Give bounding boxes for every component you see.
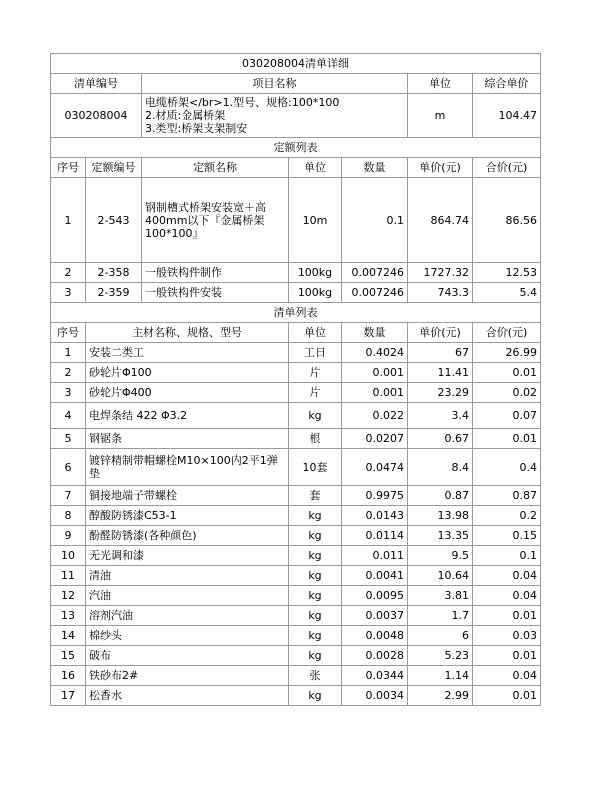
- material-no: 16: [51, 666, 86, 686]
- material-total: 0.2: [473, 506, 541, 526]
- quota-header-qty: 数量: [342, 158, 408, 178]
- material-header-row: [51, 323, 541, 343]
- material-qty: 0.022: [342, 403, 408, 429]
- material-price: 5.23: [408, 646, 473, 666]
- material-unit: 10套: [289, 449, 342, 486]
- material-qty: 0.0207: [342, 429, 408, 449]
- material-row: [51, 449, 541, 486]
- material-name: 铁砂布2#: [86, 666, 289, 686]
- material-total: 26.99: [473, 343, 541, 363]
- material-no: 17: [51, 686, 86, 706]
- material-unit: kg: [289, 566, 342, 586]
- material-unit: 张: [289, 666, 342, 686]
- material-header-total: 合价(元): [473, 323, 541, 343]
- material-unit: 片: [289, 383, 342, 403]
- material-no: 11: [51, 566, 86, 586]
- material-price: 3.4: [408, 403, 473, 429]
- material-unit: kg: [289, 686, 342, 706]
- material-unit: kg: [289, 546, 342, 566]
- material-qty: 0.011: [342, 546, 408, 566]
- material-total: 0.04: [473, 586, 541, 606]
- material-price: 23.29: [408, 383, 473, 403]
- material-no: 7: [51, 486, 86, 506]
- material-name: 破布: [86, 646, 289, 666]
- quota-header-row: [51, 158, 541, 178]
- material-qty: 0.0095: [342, 586, 408, 606]
- material-qty: 0.0114: [342, 526, 408, 546]
- material-no: 4: [51, 403, 86, 429]
- material-name: 溶剂汽油: [86, 606, 289, 626]
- quota-name: 一般铁构件安装: [142, 283, 289, 303]
- header-unit: 单位: [408, 74, 473, 94]
- material-total: 0.01: [473, 429, 541, 449]
- material-qty: 0.0143: [342, 506, 408, 526]
- material-no: 1: [51, 343, 86, 363]
- quota-total: 12.53: [473, 263, 541, 283]
- material-unit: 片: [289, 363, 342, 383]
- bill-code: 030208004: [51, 94, 142, 138]
- quota-name: 一般铁构件制作: [142, 263, 289, 283]
- material-no: 14: [51, 626, 86, 646]
- material-qty: 0.001: [342, 383, 408, 403]
- material-qty: 0.0037: [342, 606, 408, 626]
- header-unit-price: 综合单价: [473, 74, 541, 94]
- quota-header-total: 合价(元): [473, 158, 541, 178]
- material-row: [51, 383, 541, 403]
- material-qty: 0.4024: [342, 343, 408, 363]
- quota-header-name: 定额名称: [142, 158, 289, 178]
- material-price: 13.98: [408, 506, 473, 526]
- quota-row: [51, 178, 541, 263]
- header-bill-code: 清单编号: [51, 74, 142, 94]
- material-total: 0.04: [473, 566, 541, 586]
- quota-unit: 10m: [289, 178, 342, 263]
- bill-row: [51, 94, 541, 138]
- bill-name-line: 电缆桥架</br>1.型号、规格:100*100: [145, 96, 340, 109]
- quota-code: 2-359: [86, 283, 142, 303]
- material-unit: kg: [289, 403, 342, 429]
- material-qty: 0.0034: [342, 686, 408, 706]
- quota-price: 1727.32: [408, 263, 473, 283]
- material-price: 3.81: [408, 586, 473, 606]
- material-name: 镀锌精制带帽螺栓M10×100内2平1弹垫: [86, 449, 289, 486]
- material-unit: kg: [289, 586, 342, 606]
- material-no: 13: [51, 606, 86, 626]
- material-qty: 0.0344: [342, 666, 408, 686]
- material-row: [51, 586, 541, 606]
- material-row: [51, 646, 541, 666]
- material-total: 0.1: [473, 546, 541, 566]
- material-name: 砂轮片Φ400: [86, 383, 289, 403]
- material-row: [51, 506, 541, 526]
- material-price: 2.99: [408, 686, 473, 706]
- material-qty: 0.0028: [342, 646, 408, 666]
- material-row: [51, 403, 541, 429]
- bill-unit: m: [408, 94, 473, 138]
- material-unit: kg: [289, 646, 342, 666]
- material-header-name: 主材名称、规格、型号: [86, 323, 289, 343]
- quota-code: 2-543: [86, 178, 142, 263]
- quota-qty: 0.1: [342, 178, 408, 263]
- page-title: 030208004清单详细: [51, 54, 541, 74]
- material-name: 清油: [86, 566, 289, 586]
- quota-header-price: 单价(元): [408, 158, 473, 178]
- material-unit: kg: [289, 526, 342, 546]
- title-row: [51, 54, 541, 74]
- material-header-unit: 单位: [289, 323, 342, 343]
- material-section-row: [51, 303, 541, 323]
- material-total: 0.07: [473, 403, 541, 429]
- quota-no: 3: [51, 283, 86, 303]
- material-unit: kg: [289, 606, 342, 626]
- material-price: 9.5: [408, 546, 473, 566]
- material-no: 10: [51, 546, 86, 566]
- material-qty: 0.9975: [342, 486, 408, 506]
- material-qty: 0.0474: [342, 449, 408, 486]
- material-price: 1.7: [408, 606, 473, 626]
- quota-row: [51, 263, 541, 283]
- material-name: 电焊条结 422 Φ3.2: [86, 403, 289, 429]
- quota-section-row: [51, 138, 541, 158]
- material-total: 0.01: [473, 686, 541, 706]
- material-name: 安装二类工: [86, 343, 289, 363]
- material-total: 0.01: [473, 646, 541, 666]
- quota-header-no: 序号: [51, 158, 86, 178]
- material-row: [51, 606, 541, 626]
- material-header-price: 单价(元): [408, 323, 473, 343]
- quota-qty: 0.007246: [342, 263, 408, 283]
- material-total: 0.01: [473, 606, 541, 626]
- material-unit: 套: [289, 486, 342, 506]
- material-row: [51, 666, 541, 686]
- material-unit: 根: [289, 429, 342, 449]
- material-row: [51, 566, 541, 586]
- material-row: [51, 363, 541, 383]
- quota-total: 5.4: [473, 283, 541, 303]
- material-qty: 0.0048: [342, 626, 408, 646]
- quota-no: 1: [51, 178, 86, 263]
- material-price: 67: [408, 343, 473, 363]
- material-row: [51, 526, 541, 546]
- material-total: 0.03: [473, 626, 541, 646]
- material-row: [51, 343, 541, 363]
- quota-unit: 100kg: [289, 283, 342, 303]
- quota-row: [51, 283, 541, 303]
- material-price: 1.14: [408, 666, 473, 686]
- material-name: 醇酸防锈漆C53-1: [86, 506, 289, 526]
- header-item-name: 项目名称: [142, 74, 408, 94]
- quota-header-unit: 单位: [289, 158, 342, 178]
- quota-code: 2-358: [86, 263, 142, 283]
- material-total: 0.4: [473, 449, 541, 486]
- material-row: [51, 486, 541, 506]
- material-total: 0.04: [473, 666, 541, 686]
- material-price: 0.87: [408, 486, 473, 506]
- material-total: 0.15: [473, 526, 541, 546]
- bill-name-line: 3.类型:桥架支架制安: [145, 122, 248, 135]
- material-qty: 0.0041: [342, 566, 408, 586]
- material-name: 松香水: [86, 686, 289, 706]
- bill-price: 104.47: [473, 94, 541, 138]
- material-price: 0.67: [408, 429, 473, 449]
- material-row: [51, 546, 541, 566]
- material-no: 8: [51, 506, 86, 526]
- quota-unit: 100kg: [289, 263, 342, 283]
- material-total: 0.01: [473, 363, 541, 383]
- material-price: 13.35: [408, 526, 473, 546]
- material-no: 15: [51, 646, 86, 666]
- bill-name: [142, 94, 408, 138]
- material-row: [51, 429, 541, 449]
- material-header-no: 序号: [51, 323, 86, 343]
- material-name: 钢锯条: [86, 429, 289, 449]
- quota-name: 钢制槽式桥架安装宽＋高400mm以下『金属桥架100*100』: [142, 178, 289, 263]
- quota-qty: 0.007246: [342, 283, 408, 303]
- material-price: 10.64: [408, 566, 473, 586]
- material-no: 9: [51, 526, 86, 546]
- bill-header-row: [51, 74, 541, 94]
- material-section-title: 清单列表: [51, 303, 541, 323]
- material-no: 12: [51, 586, 86, 606]
- material-header-qty: 数量: [342, 323, 408, 343]
- material-unit: kg: [289, 506, 342, 526]
- material-price: 6: [408, 626, 473, 646]
- quota-no: 2: [51, 263, 86, 283]
- bill-detail-table: [50, 53, 541, 706]
- material-total: 0.87: [473, 486, 541, 506]
- material-unit: kg: [289, 626, 342, 646]
- material-name: 棉纱头: [86, 626, 289, 646]
- material-name: 砂轮片Φ100: [86, 363, 289, 383]
- material-name: 无光调和漆: [86, 546, 289, 566]
- material-name: 汽油: [86, 586, 289, 606]
- quota-total: 86.56: [473, 178, 541, 263]
- material-price: 11.41: [408, 363, 473, 383]
- quota-header-code: 定额编号: [86, 158, 142, 178]
- material-name: 酚醛防锈漆(各种颜色): [86, 526, 289, 546]
- material-no: 3: [51, 383, 86, 403]
- material-row: [51, 626, 541, 646]
- material-name: 铜接地端子带螺栓: [86, 486, 289, 506]
- material-price: 8.4: [408, 449, 473, 486]
- material-no: 2: [51, 363, 86, 383]
- material-qty: 0.001: [342, 363, 408, 383]
- bill-name-line: 2.材质:金属桥架: [145, 109, 226, 122]
- quota-section-title: 定额列表: [51, 138, 541, 158]
- material-row: [51, 686, 541, 706]
- material-no: 6: [51, 449, 86, 486]
- material-unit: 工日: [289, 343, 342, 363]
- material-no: 5: [51, 429, 86, 449]
- quota-price: 743.3: [408, 283, 473, 303]
- material-total: 0.02: [473, 383, 541, 403]
- quota-price: 864.74: [408, 178, 473, 263]
